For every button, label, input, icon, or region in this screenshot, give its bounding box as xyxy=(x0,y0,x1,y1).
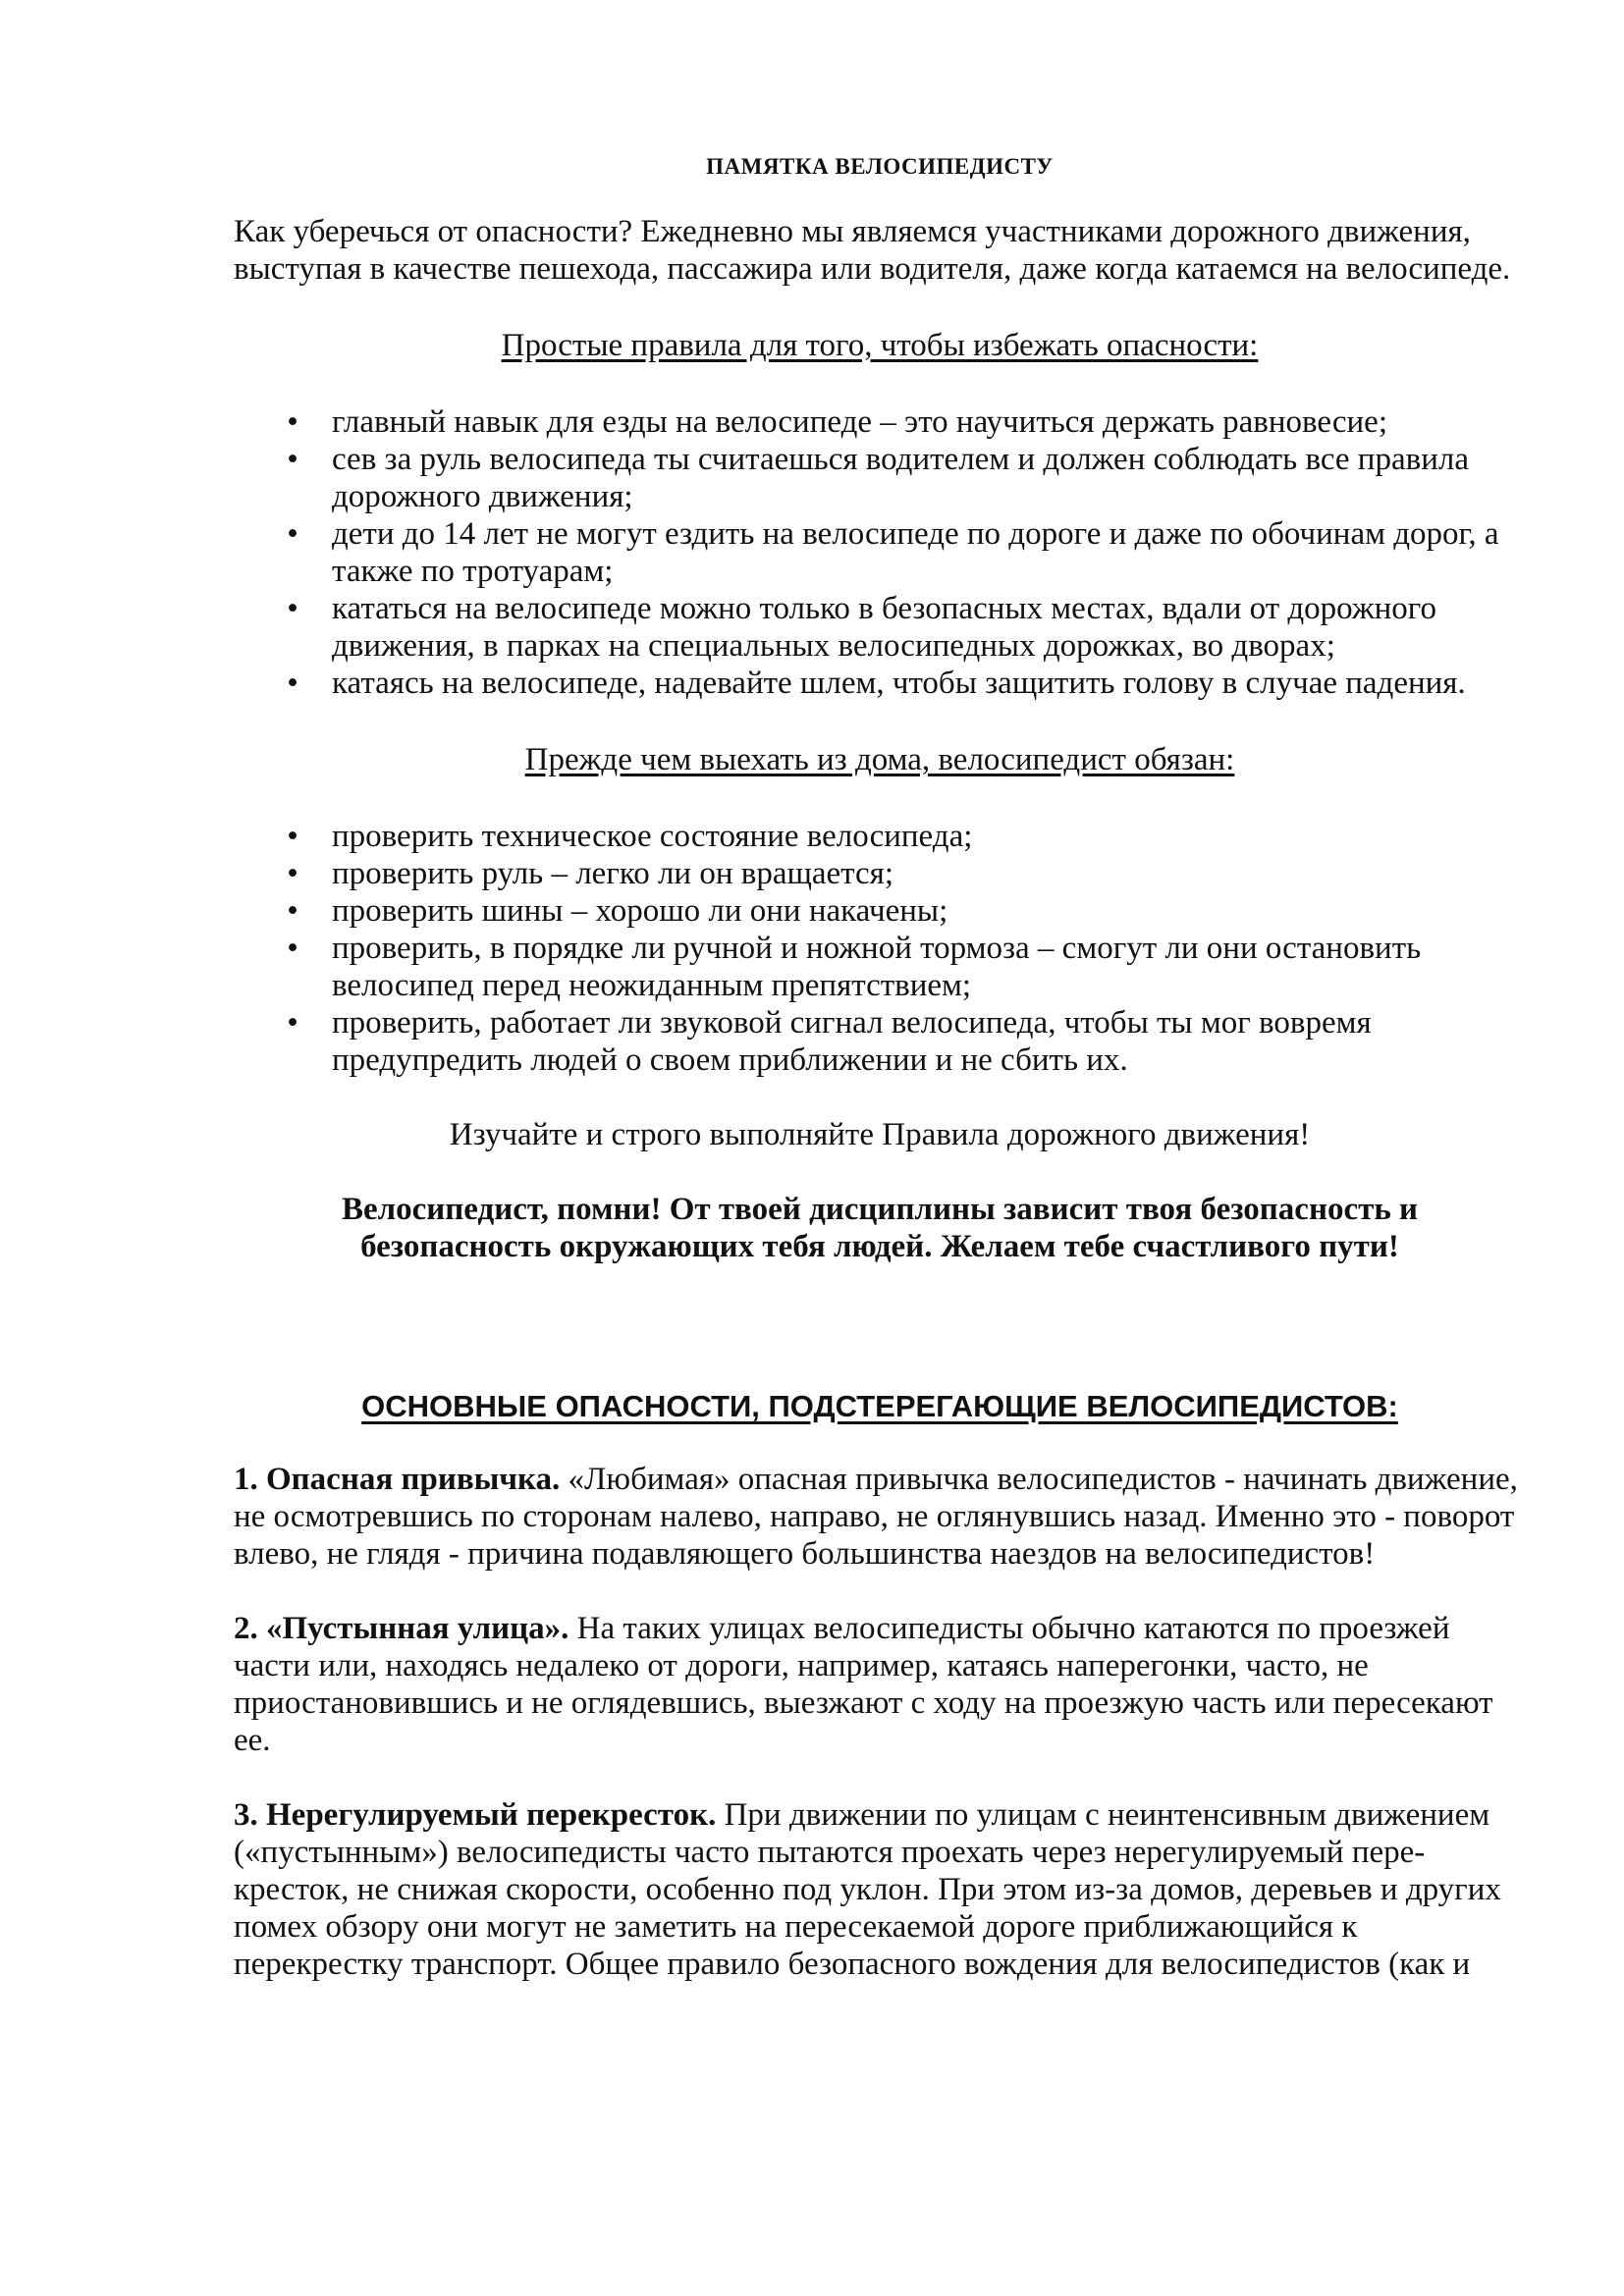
danger-lead: 2. «Пустынная улица». xyxy=(234,1611,569,1646)
intro-paragraph: Как уберечься от опасности? Ежедневно мы являемся участниками дорожного движения, выступая в качестве пешехода, пассажира или водителя, даже когда катаемся на велосипеде. xyxy=(234,214,1511,287)
bullet-icon: • xyxy=(287,893,298,929)
danger-paragraph xyxy=(234,1461,1526,1573)
bullet-icon: • xyxy=(287,404,298,440)
list-item-text: проверить, работает ли звуковой сигнал велосипеда, чтобы ты мог вовремя предупредить людей о своем приближении и не сбить их. xyxy=(332,1005,1372,1078)
danger-lead: 1. Опасная привычка. xyxy=(234,1462,561,1497)
rules-list xyxy=(234,403,1526,702)
checks-list xyxy=(234,818,1526,1079)
list-item xyxy=(234,441,1526,515)
danger-paragraph xyxy=(234,1796,1526,1983)
list-item-text: кататься на велосипеде можно только в безопасных местах, вдали от дорожного движения, в парках на специальных велосипедных дорожках, во дворах; xyxy=(332,591,1437,664)
list-item-text: дети до 14 лет не могут ездить на велосипеде по дороге и даже по обочинам дорог, а также по тротуарам; xyxy=(332,516,1499,589)
list-item-text: катаясь на велосипеде, надевайте шлем, чтобы защитить голову в случае падения. xyxy=(332,666,1466,701)
list-item xyxy=(234,590,1526,665)
list-item-text: проверить техническое состояние велосипеда; xyxy=(332,819,973,854)
list-item-text: проверить шины – хорошо ли они накачены; xyxy=(332,893,948,929)
bullet-icon: • xyxy=(287,666,298,701)
bullet-icon: • xyxy=(287,516,298,552)
danger-text: На таких улицах велосипедисты обычно катаются по проезжей части или, находясь недалеко от дороги, например, катаясь наперегонки, часто, не приостановившись и не оглядевшись, выезжают с ходу на проезжую часть или пересекают ее. xyxy=(234,1611,1493,1758)
list-item xyxy=(234,515,1526,590)
remember-line-1: Велосипедист, помни! От твоей дисциплины зависит твоя безопасность и xyxy=(341,1192,1419,1227)
list-item xyxy=(234,818,1526,855)
list-item-text: проверить руль – легко ли он вращается; xyxy=(332,856,894,891)
remember-note xyxy=(234,1191,1526,1265)
bullet-icon: • xyxy=(287,856,298,891)
list-item-text: сев за руль велосипеда ты считаешься водителем и должен соблюдать все правила дорожного движения; xyxy=(332,442,1469,514)
remember-line-2: безопасность окружающих тебя людей. Желаем тебе счастливого пути! xyxy=(360,1229,1399,1264)
list-item xyxy=(234,1004,1526,1079)
bullet-icon: • xyxy=(287,931,298,966)
list-item xyxy=(234,665,1526,702)
bullet-icon: • xyxy=(287,442,298,477)
rules-heading: Простые правила для того, чтобы избежать опасности: xyxy=(501,328,1259,363)
list-item xyxy=(234,892,1526,930)
bullet-icon: • xyxy=(287,1005,298,1041)
danger-text: При движении по улицам с неинтенсивным движением («пустынным») велосипедисты часто пытаются проехать через нерегулируемый пере-кресток, не снижая скорости, особенно под уклон. При этом из-за домов, деревьев и других помех обзору они могут не заметить на пересекаемой дороге приближающийся к перекрестку транспорт. Общее правило безопасного вождения для велосипедистов (как и xyxy=(234,1797,1501,1982)
bullet-icon: • xyxy=(287,591,298,626)
list-item xyxy=(234,855,1526,892)
study-rules-line: Изучайте и строго выполняйте Правила дорожного движения! xyxy=(449,1117,1311,1152)
list-item-text: главный навык для езды на велосипеде – это научиться держать равновесие; xyxy=(332,404,1387,440)
checks-heading: Прежде чем выехать из дома, велосипедист обязан: xyxy=(524,742,1235,777)
list-item xyxy=(234,930,1526,1004)
list-item xyxy=(234,403,1526,441)
list-item-text: проверить, в порядке ли ручной и ножной тормоза – смогут ли они остановить велосипед перед неожиданным препятствием; xyxy=(332,931,1422,1003)
document-title: ПАМЯТКА ВЕЛОСИПЕДИСТУ xyxy=(706,154,1054,179)
danger-lead: 3. Нерегулируемый перекресток. xyxy=(234,1797,717,1833)
bullet-icon: • xyxy=(287,819,298,854)
dangers-heading: ОСНОВНЫЕ ОПАСНОСТИ, ПОДСТЕРЕГАЮЩИЕ ВЕЛОСИПЕДИСТОВ: xyxy=(361,1389,1398,1423)
danger-text: «Любимая» опасная привычка велосипедистов - начинать движение, не осмотревшись по сторонам налево, направо, не оглянувшись назад. Именно это - поворот влево, не глядя - причина подавляющего большинства наездов на велосипедистов! xyxy=(234,1462,1518,1572)
danger-paragraph xyxy=(234,1610,1526,1759)
document-page xyxy=(234,152,1526,2020)
